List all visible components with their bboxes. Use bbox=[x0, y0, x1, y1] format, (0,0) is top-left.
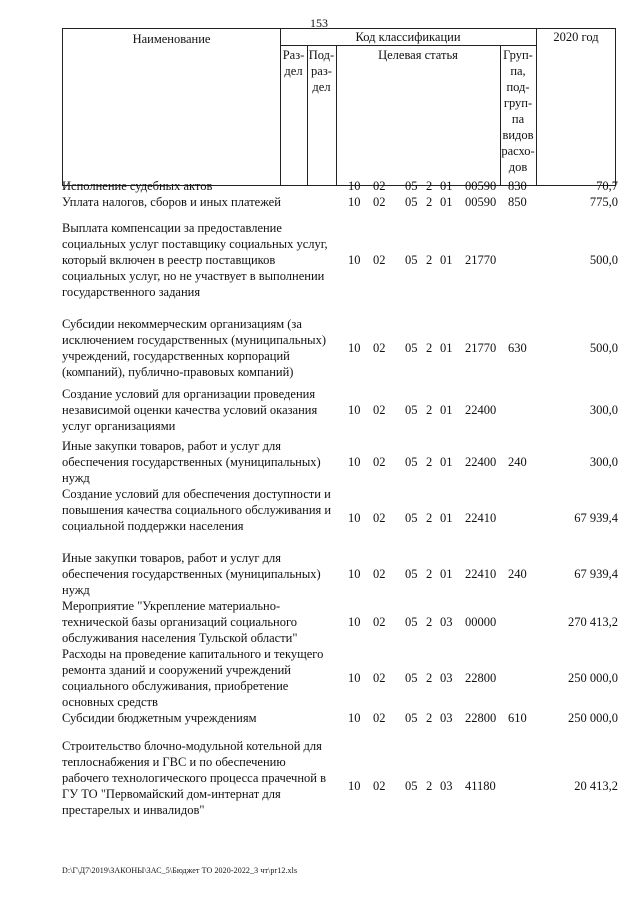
row-code-r: 10 bbox=[348, 253, 361, 267]
header-divider bbox=[336, 45, 337, 185]
row-name: Субсидии некоммерческим организациям (за исключением государственных (муниципальных) учреждений, государственных корпораций (компаний), публично-правовых компаний) bbox=[62, 317, 326, 379]
row-code-c4: 22400 bbox=[465, 403, 497, 417]
row-amount: 67 939,4 bbox=[574, 567, 618, 581]
row-code-r: 10 bbox=[348, 341, 361, 355]
row-code-c1: 05 bbox=[405, 511, 418, 525]
table-row bbox=[62, 194, 622, 210]
table-row bbox=[62, 220, 622, 300]
row-code-c1: 05 bbox=[405, 455, 418, 469]
row-code-r: 10 bbox=[348, 711, 361, 725]
row-amount: 775,0 bbox=[589, 195, 618, 209]
row-code-g: 850 bbox=[508, 195, 527, 209]
row-code-r: 10 bbox=[348, 455, 361, 469]
row-name: Выплата компенсации за предоставление социальных услуг поставщику социальных услуг, который включен в реестр поставщиков социальных услуг, но не участвует в выполнении государственного задания bbox=[62, 221, 328, 299]
header-razdel: Раз- дел bbox=[282, 48, 305, 78]
table-row bbox=[62, 646, 622, 710]
header-divider bbox=[536, 29, 537, 185]
header-podrazdel: Под- раз- дел bbox=[308, 48, 335, 94]
row-code-c1: 05 bbox=[405, 711, 418, 725]
row-code-g: 630 bbox=[508, 341, 527, 355]
row-code-c1: 05 bbox=[405, 195, 418, 209]
row-code-c2: 2 bbox=[426, 341, 433, 355]
row-code-c2: 2 bbox=[426, 195, 433, 209]
row-code-c3: 01 bbox=[440, 567, 453, 581]
page-number: 153 bbox=[310, 16, 328, 30]
table-row bbox=[62, 486, 622, 550]
row-code-p: 02 bbox=[373, 671, 386, 685]
table-row bbox=[62, 386, 622, 434]
row-code-c3: 01 bbox=[440, 341, 453, 355]
header-target: Целевая статья bbox=[378, 48, 458, 62]
row-code-c4: 22400 bbox=[465, 455, 497, 469]
row-amount: 300,0 bbox=[589, 403, 618, 417]
row-amount: 67 939,4 bbox=[574, 511, 618, 525]
row-name: Мероприятие "Укрепление материально-технической базы организаций социального обслуживания населения Тульской области" bbox=[62, 599, 298, 645]
row-code-c3: 03 bbox=[440, 711, 453, 725]
row-code-g: 240 bbox=[508, 567, 527, 581]
table-row bbox=[62, 710, 622, 726]
row-code-p: 02 bbox=[373, 179, 386, 193]
row-code-g: 240 bbox=[508, 455, 527, 469]
row-code-c4: 00590 bbox=[465, 195, 497, 209]
row-code-p: 02 bbox=[373, 567, 386, 581]
row-code-c3: 01 bbox=[440, 195, 453, 209]
table-row bbox=[62, 738, 622, 834]
row-code-c4: 22800 bbox=[465, 671, 497, 685]
row-code-r: 10 bbox=[348, 403, 361, 417]
row-code-r: 10 bbox=[348, 567, 361, 581]
row-code-c4: 21770 bbox=[465, 253, 497, 267]
row-code-c4: 41180 bbox=[465, 779, 496, 793]
header-year: 2020 год bbox=[553, 30, 599, 44]
row-code-c2: 2 bbox=[426, 615, 433, 629]
row-amount: 70,7 bbox=[596, 179, 618, 193]
row-code-p: 02 bbox=[373, 341, 386, 355]
row-code-c4: 22800 bbox=[465, 711, 497, 725]
row-code-r: 10 bbox=[348, 195, 361, 209]
row-code-c3: 01 bbox=[440, 179, 453, 193]
row-amount: 20 413,2 bbox=[574, 779, 618, 793]
table-row bbox=[62, 598, 622, 646]
row-code-r: 10 bbox=[348, 615, 361, 629]
row-code-p: 02 bbox=[373, 403, 386, 417]
header-divider bbox=[280, 45, 536, 46]
table-row bbox=[62, 178, 622, 194]
row-code-c1: 05 bbox=[405, 341, 418, 355]
footer-file-path: D:\Г\Д7\2019\ЗАКОНЫ\ЗАС_5\Бюджет ТО 2020-2022_3 чт\pr12.xls bbox=[62, 866, 298, 875]
row-name: Субсидии бюджетным учреждениям bbox=[62, 711, 257, 725]
row-code-c3: 03 bbox=[440, 779, 453, 793]
row-code-c3: 01 bbox=[440, 455, 453, 469]
row-code-p: 02 bbox=[373, 711, 386, 725]
row-code-r: 10 bbox=[348, 179, 361, 193]
row-amount: 270 413,2 bbox=[568, 615, 618, 629]
row-name: Создание условий для организации проведения независимой оценки качества условий оказания услуг организациями bbox=[62, 387, 318, 433]
row-code-c2: 2 bbox=[426, 567, 433, 581]
row-code-g: 830 bbox=[508, 179, 527, 193]
header-name: Наименование bbox=[132, 32, 211, 46]
row-code-r: 10 bbox=[348, 511, 361, 525]
row-code-c3: 03 bbox=[440, 615, 453, 629]
row-name: Строительство блочно-модульной котельной для теплоснабжения и ГВС и по обеспечению рабочего технологического процесса прачечной в ГУ ТО "Первомайский дом-интернат для престарелых и инвалидов" bbox=[62, 739, 326, 817]
row-amount: 500,0 bbox=[589, 253, 618, 267]
row-code-p: 02 bbox=[373, 195, 386, 209]
row-code-p: 02 bbox=[373, 779, 386, 793]
row-code-c2: 2 bbox=[426, 779, 433, 793]
row-amount: 250 000,0 bbox=[568, 671, 618, 685]
row-code-c1: 05 bbox=[405, 615, 418, 629]
row-code-c2: 2 bbox=[426, 511, 433, 525]
row-code-c2: 2 bbox=[426, 179, 433, 193]
row-code-c1: 05 bbox=[405, 779, 418, 793]
row-name: Создание условий для обеспечения доступности и повышения качества социального обслуживания и социальной поддержки населения bbox=[62, 487, 332, 533]
row-amount: 500,0 bbox=[589, 341, 618, 355]
row-code-c1: 05 bbox=[405, 253, 418, 267]
row-code-c2: 2 bbox=[426, 711, 433, 725]
row-code-p: 02 bbox=[373, 615, 386, 629]
header-code-group: Код классификации bbox=[355, 30, 461, 44]
row-code-c3: 01 bbox=[440, 511, 453, 525]
row-code-c2: 2 bbox=[426, 253, 433, 267]
row-code-c1: 05 bbox=[405, 671, 418, 685]
row-code-c4: 22410 bbox=[465, 511, 497, 525]
row-code-c1: 05 bbox=[405, 567, 418, 581]
row-amount: 300,0 bbox=[589, 455, 618, 469]
row-code-c3: 01 bbox=[440, 403, 453, 417]
row-code-p: 02 bbox=[373, 511, 386, 525]
row-code-c2: 2 bbox=[426, 671, 433, 685]
row-code-c4: 22410 bbox=[465, 567, 497, 581]
row-code-c3: 03 bbox=[440, 671, 453, 685]
row-code-c2: 2 bbox=[426, 455, 433, 469]
row-name: Расходы на проведение капитального и текущего ремонта зданий и сооружений учреждений социального обслуживания, приобретение основных средств bbox=[62, 647, 324, 709]
row-code-p: 02 bbox=[373, 253, 386, 267]
row-code-r: 10 bbox=[348, 779, 361, 793]
row-name: Исполнение судебных актов bbox=[62, 179, 213, 193]
row-code-c4: 00000 bbox=[465, 615, 497, 629]
row-name: Иные закупки товаров, работ и услуг для обеспечения государственных (муниципальных) нужд bbox=[62, 439, 321, 485]
row-code-c4: 00590 bbox=[465, 179, 497, 193]
table-row bbox=[62, 438, 622, 486]
row-code-g: 610 bbox=[508, 711, 527, 725]
row-code-p: 02 bbox=[373, 455, 386, 469]
row-code-c3: 01 bbox=[440, 253, 453, 267]
table-header bbox=[62, 28, 616, 186]
header-group: Груп- па, под- груп- па видов расхо- дов bbox=[501, 48, 535, 174]
row-code-r: 10 bbox=[348, 671, 361, 685]
table-row bbox=[62, 316, 622, 380]
row-name: Иные закупки товаров, работ и услуг для обеспечения государственных (муниципальных) нужд bbox=[62, 551, 321, 597]
row-code-c1: 05 bbox=[405, 403, 418, 417]
row-code-c1: 05 bbox=[405, 179, 418, 193]
row-amount: 250 000,0 bbox=[568, 711, 618, 725]
row-code-c4: 21770 bbox=[465, 341, 497, 355]
row-name: Уплата налогов, сборов и иных платежей bbox=[62, 195, 281, 209]
table-row bbox=[62, 550, 622, 598]
row-code-c2: 2 bbox=[426, 403, 433, 417]
